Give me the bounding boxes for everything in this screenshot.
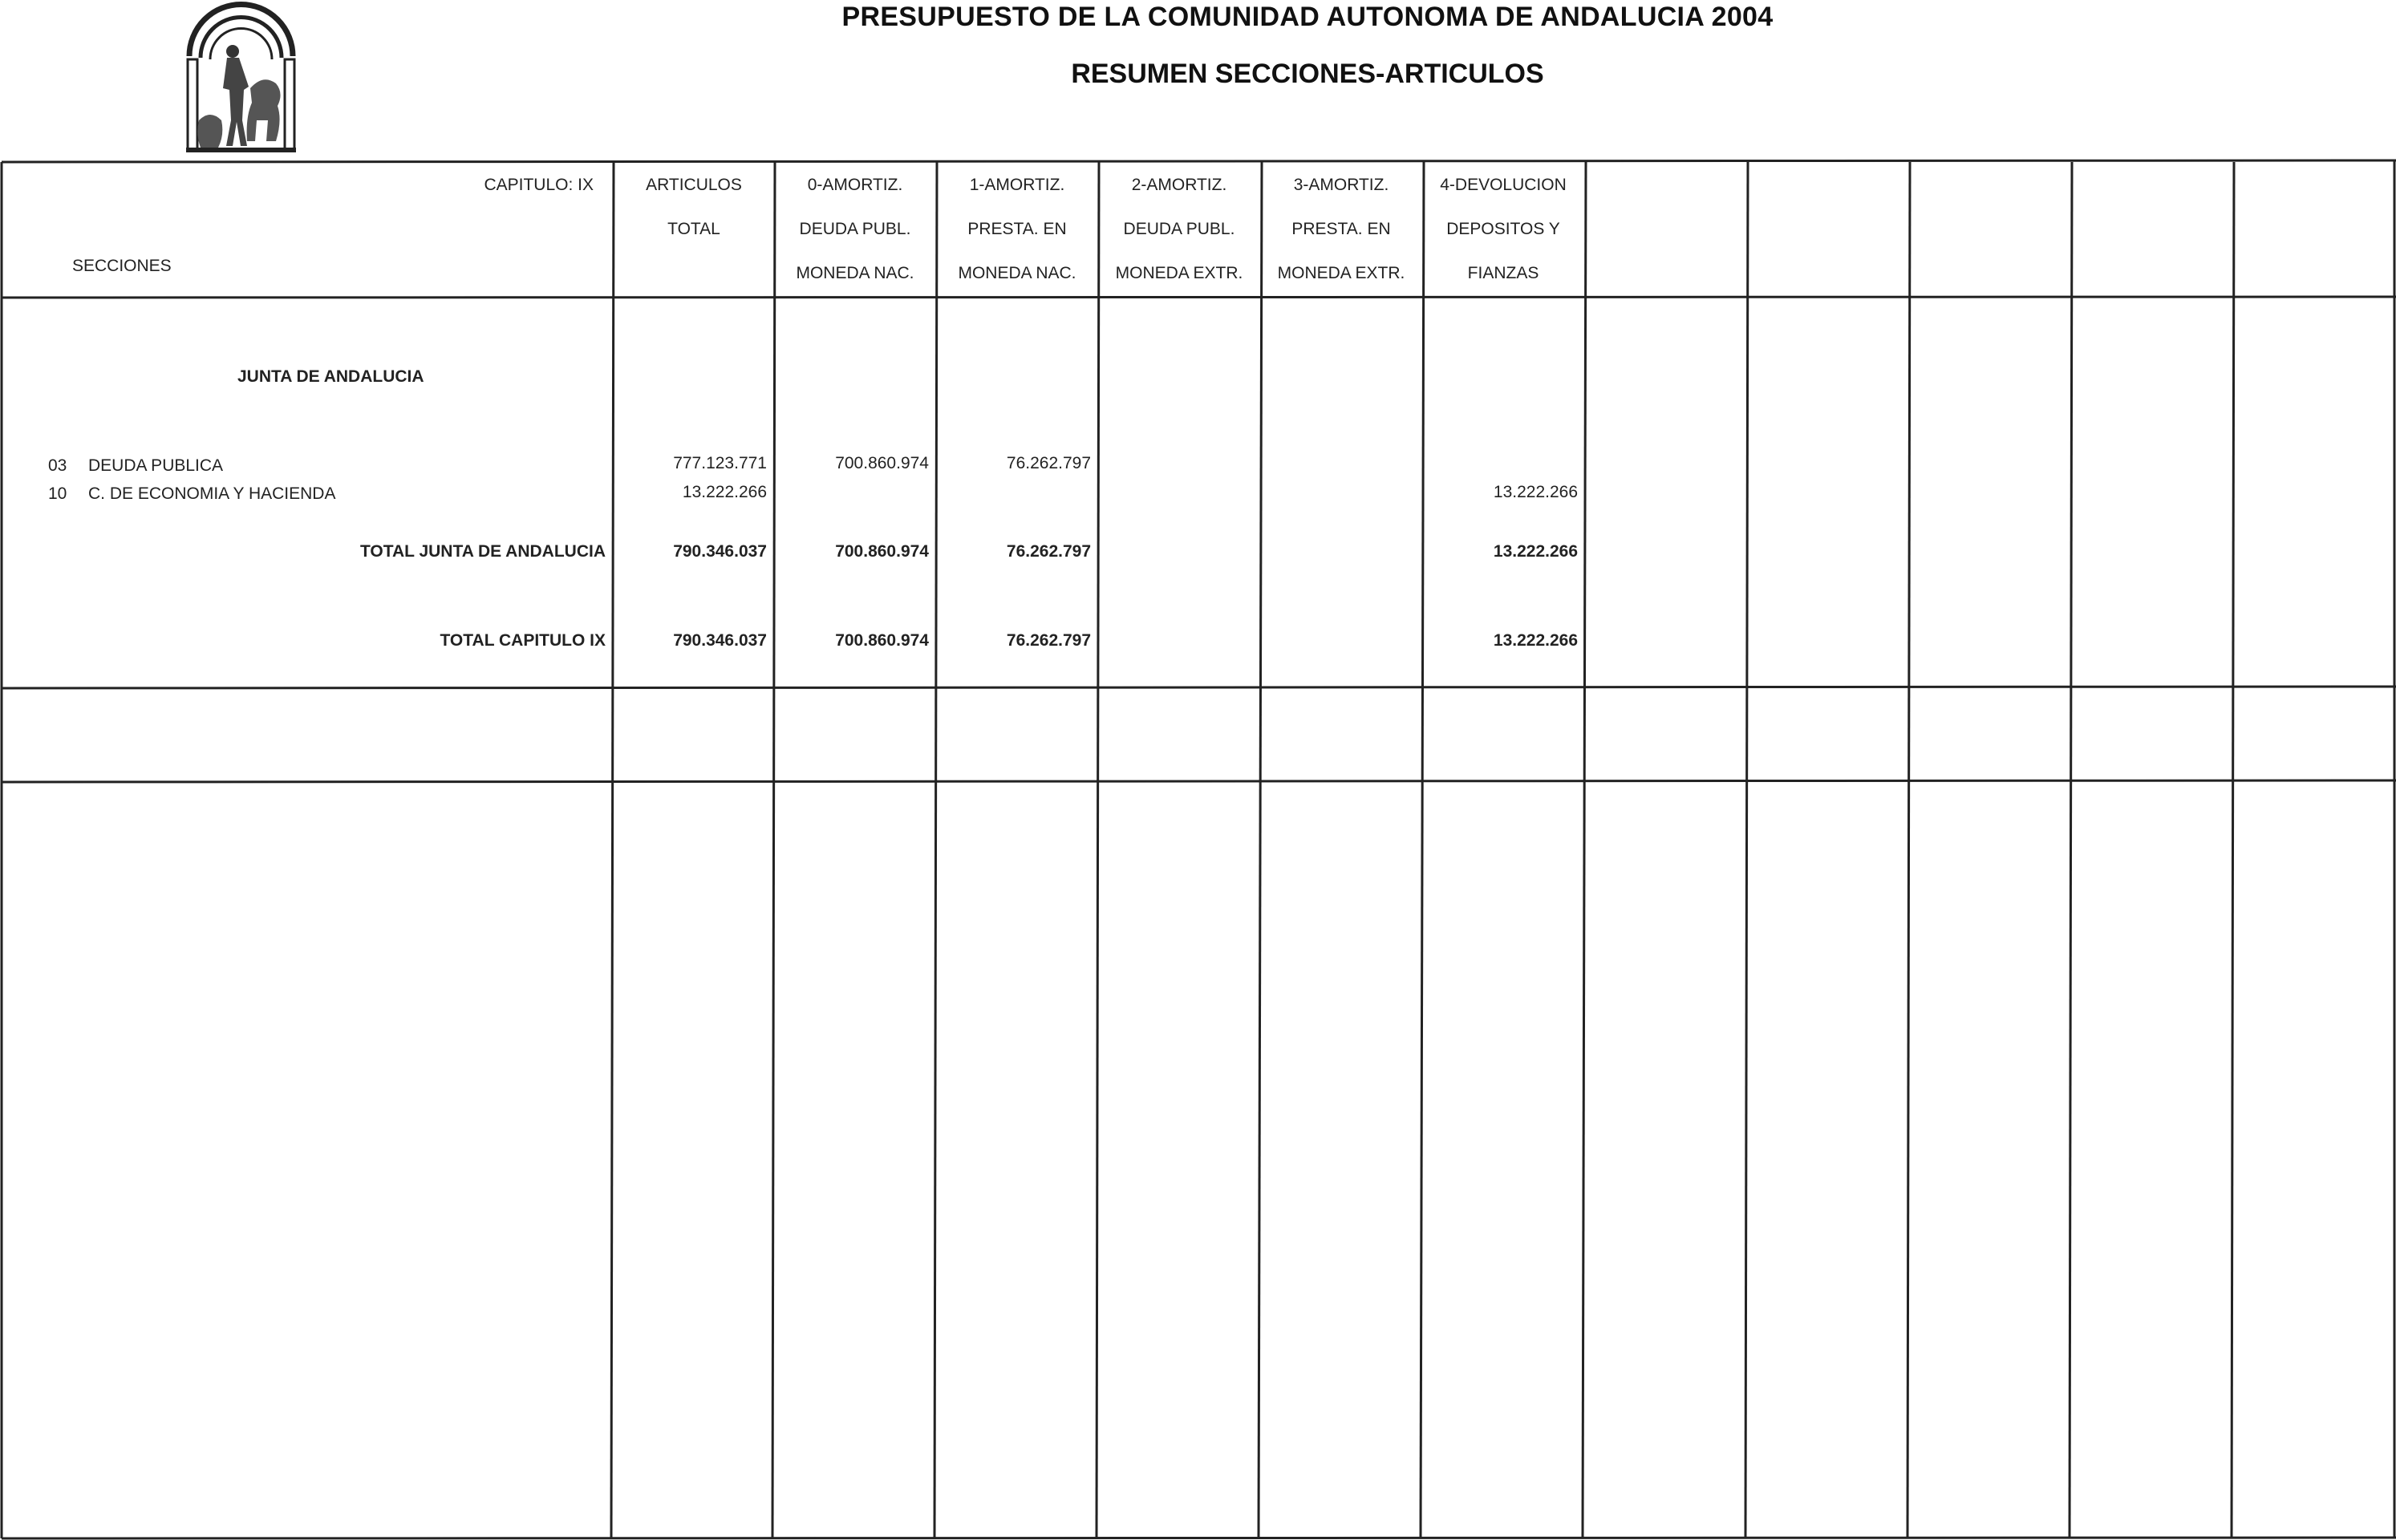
column-header-line: 2-AMORTIZ. — [1131, 176, 1227, 194]
sections-label: SECCIONES — [72, 257, 172, 275]
chapter-label: CAPITULO: IX — [484, 176, 594, 194]
column-header-line: MONEDA NAC. — [796, 264, 914, 282]
row-name: DEUDA PUBLICA — [88, 456, 224, 475]
column-header-line: 4-DEVOLUCION — [1440, 176, 1567, 194]
column-header-line: MONEDA EXTR. — [1277, 264, 1405, 282]
column-header-line: PRESTA. EN — [967, 220, 1067, 238]
total-value: 76.262.797 — [1006, 542, 1091, 561]
column-header-line: MONEDA NAC. — [958, 264, 1076, 282]
column-header-line: DEUDA PUBL. — [1123, 220, 1235, 238]
row-value: 13.222.266 — [1493, 483, 1578, 501]
row-code: 03 — [48, 456, 67, 475]
document-subtitle: RESUMEN SECCIONES-ARTICULOS — [1071, 59, 1544, 89]
total-label: TOTAL CAPITULO IX — [440, 631, 606, 650]
column-header-line: MONEDA EXTR. — [1115, 264, 1243, 282]
total-value: 76.262.797 — [1006, 631, 1091, 650]
total-value: 790.346.037 — [673, 631, 767, 650]
column-header-line: ARTICULOS — [646, 176, 742, 194]
total-value: 790.346.037 — [673, 542, 767, 561]
column-header-line: DEUDA PUBL. — [799, 220, 911, 238]
row-name: C. DE ECONOMIA Y HACIENDA — [88, 484, 336, 503]
column-header-line: DEPOSITOS Y — [1446, 220, 1560, 238]
total-value: 13.222.266 — [1493, 542, 1578, 561]
column-header-line: 1-AMORTIZ. — [969, 176, 1065, 194]
document-title: PRESUPUESTO DE LA COMUNIDAD AUTONOMA DE ANDALUCIA 2004 — [841, 2, 1774, 32]
total-value: 13.222.266 — [1493, 631, 1578, 650]
group-heading: JUNTA DE ANDALUCIA — [237, 367, 424, 386]
column-header-line: PRESTA. EN — [1291, 220, 1391, 238]
total-label: TOTAL JUNTA DE ANDALUCIA — [359, 542, 606, 561]
row-value: 700.860.974 — [835, 454, 929, 472]
column-header-line: 3-AMORTIZ. — [1293, 176, 1389, 194]
total-value: 700.860.974 — [835, 542, 929, 561]
row-value: 76.262.797 — [1006, 454, 1091, 472]
column-header-line: 0-AMORTIZ. — [807, 176, 903, 194]
row-code: 10 — [48, 484, 67, 503]
column-header-line: TOTAL — [667, 220, 720, 238]
row-value: 777.123.771 — [673, 454, 767, 472]
total-value: 700.860.974 — [835, 631, 929, 650]
column-header-line: FIANZAS — [1467, 264, 1539, 282]
row-value: 13.222.266 — [682, 483, 767, 501]
